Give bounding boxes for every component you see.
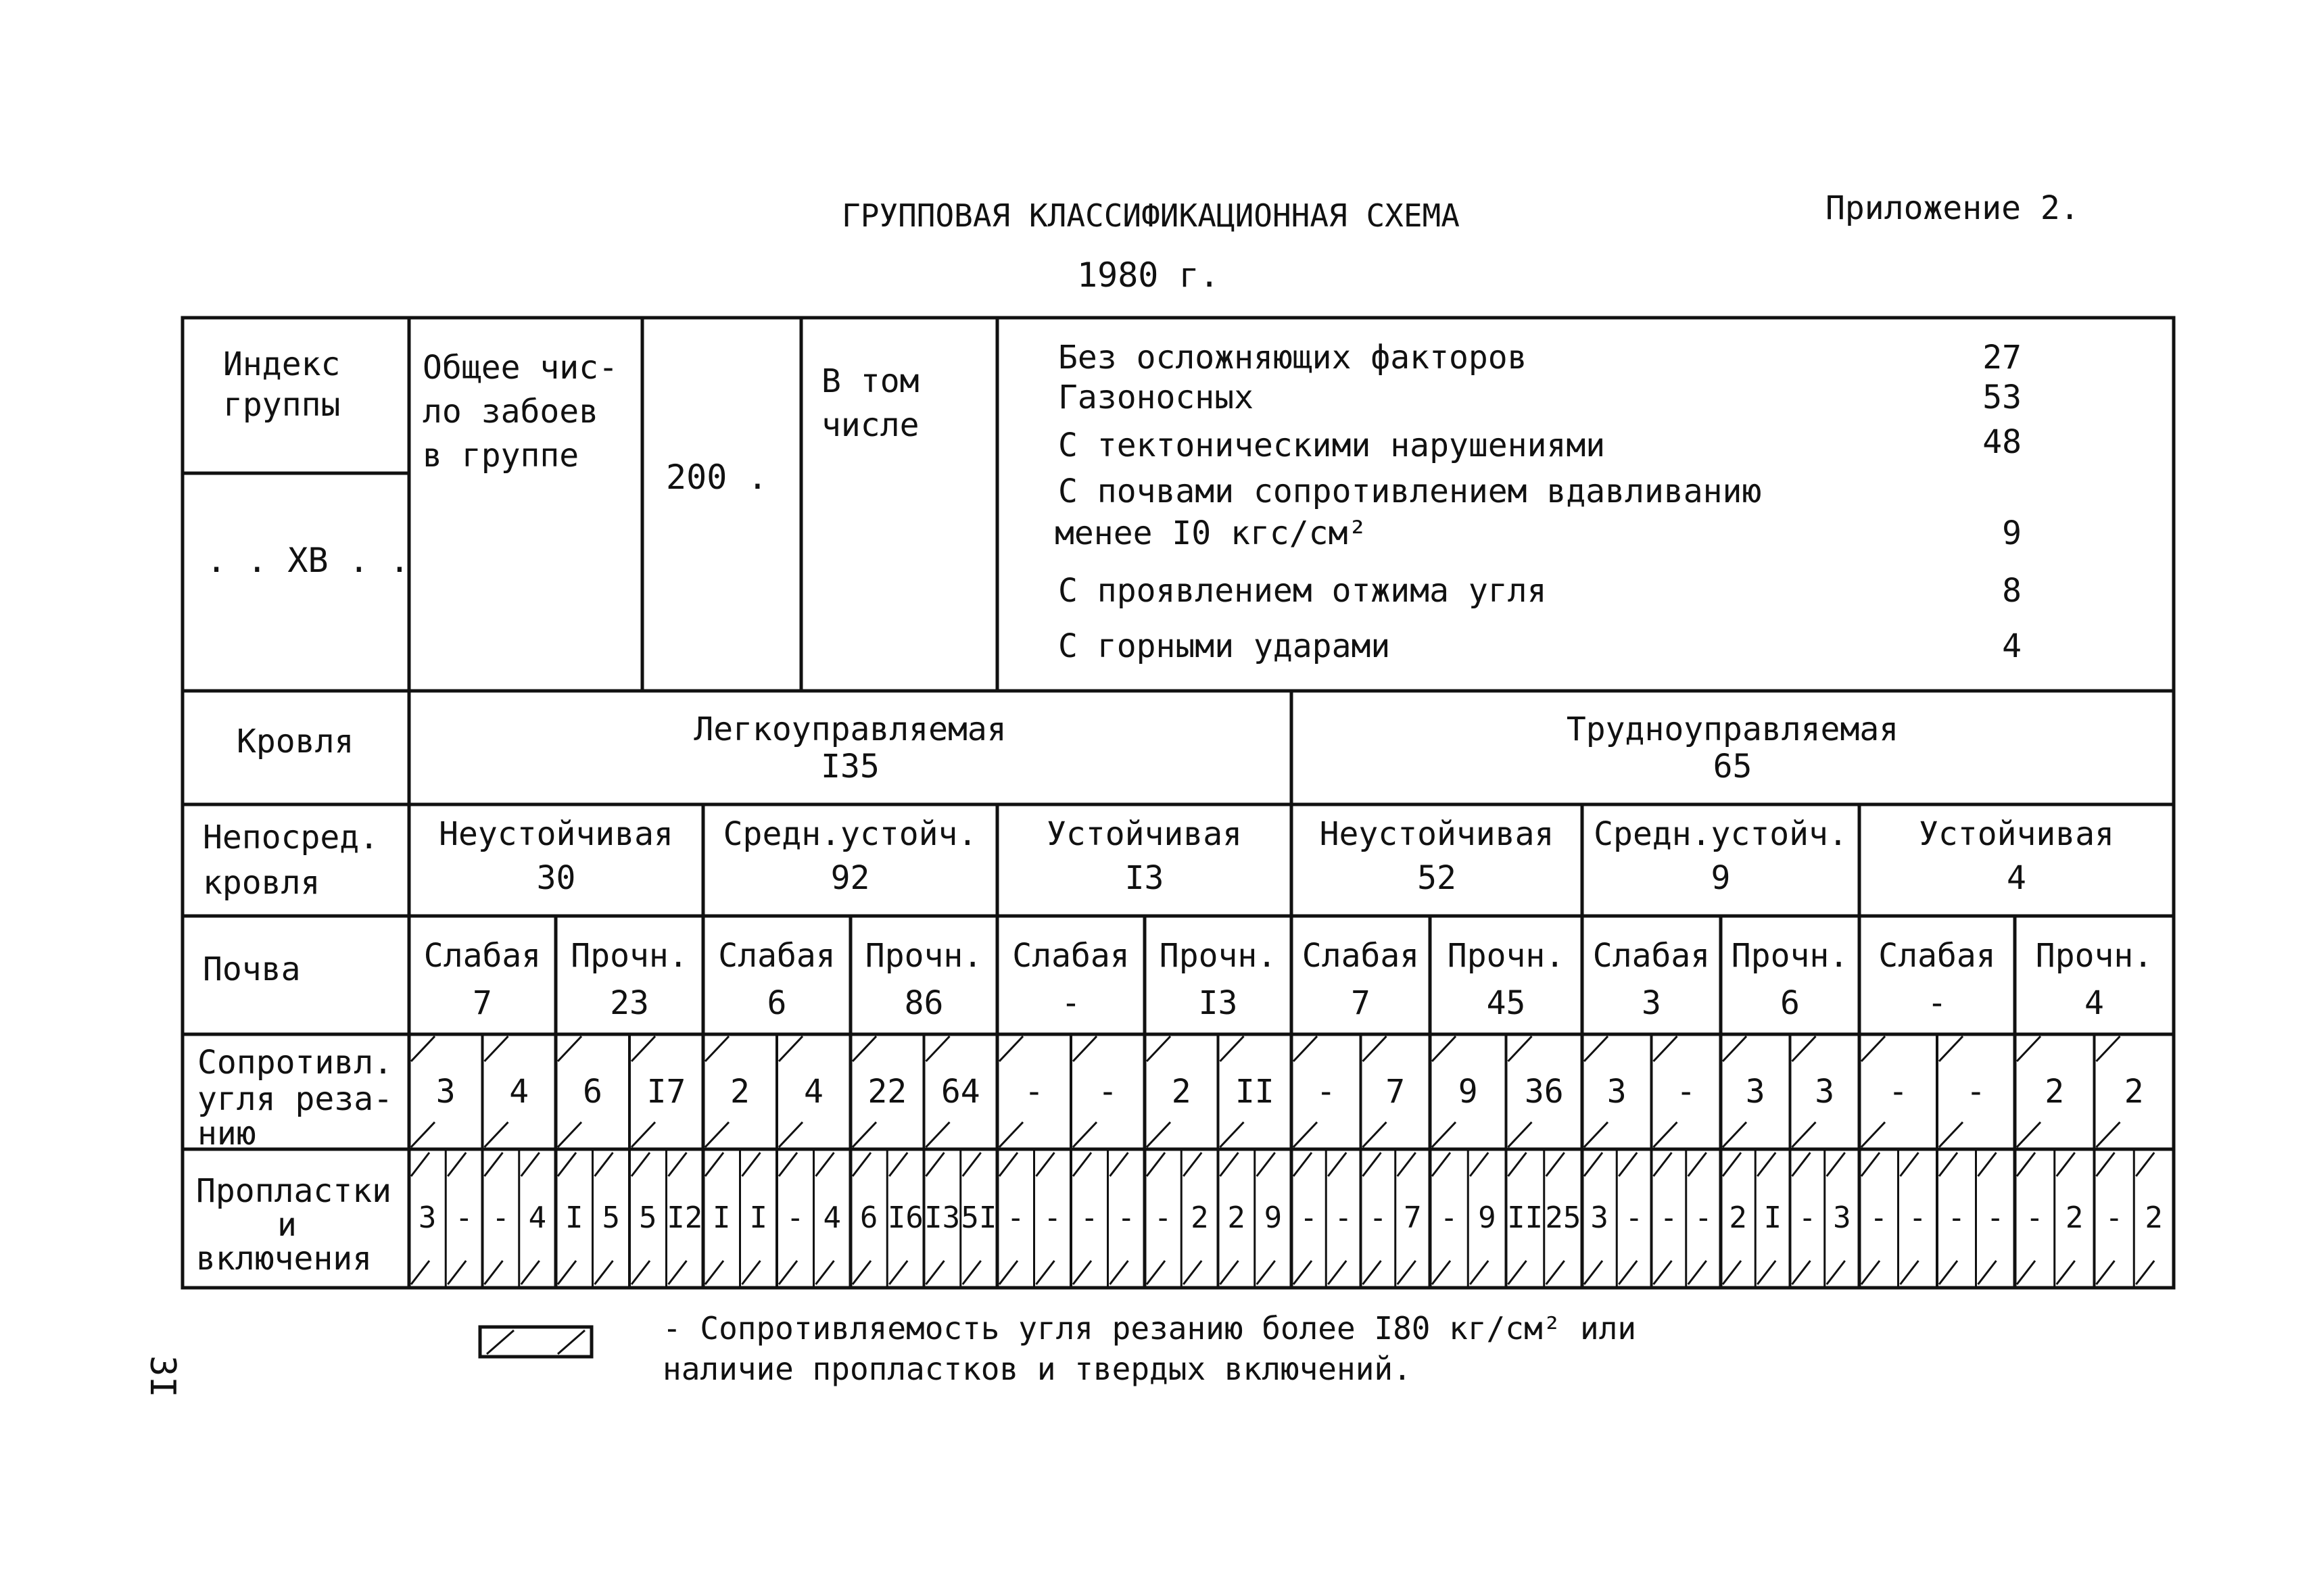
soil-name: Слабая xyxy=(423,937,542,975)
row-label-resistance-2: угля реза- xyxy=(197,1080,393,1118)
layer-value: - xyxy=(1334,1201,1353,1235)
soil-name: Слабая xyxy=(1012,937,1130,975)
resistance-value: 3 xyxy=(1606,1073,1627,1111)
soil-name: Слабая xyxy=(1302,937,1420,975)
total-label-1: Общее чис- xyxy=(423,349,618,387)
imm-roof-name: Устойчивая xyxy=(1919,815,2114,853)
row-label-roof: Кровля xyxy=(237,723,354,760)
layer-value: - xyxy=(1869,1201,1888,1235)
layer-value: - xyxy=(1368,1201,1387,1235)
layer-value: 6 xyxy=(859,1201,878,1235)
layer-value: - xyxy=(1007,1201,1025,1235)
soil-value: 3 xyxy=(1642,984,1661,1022)
resistance-value: 3 xyxy=(1745,1073,1765,1111)
factor-value: 8 xyxy=(2002,572,2022,610)
resistance-value: - xyxy=(1316,1073,1336,1111)
row-label-soil: Почва xyxy=(203,950,301,988)
layer-value: - xyxy=(1299,1201,1318,1235)
factor-value: 27 xyxy=(1982,339,2022,377)
group-index-value: . . ХВ . . xyxy=(206,541,410,580)
layer-value: 3 xyxy=(1590,1201,1608,1235)
soil-name: Слабая xyxy=(718,937,836,975)
imm-roof-name: Неустойчивая xyxy=(1319,815,1554,853)
soil-name: Прочн. xyxy=(865,937,983,975)
soil-value: 6 xyxy=(1780,984,1800,1022)
page-number: 3I xyxy=(142,1355,183,1398)
legend-line-2: наличие пропластков и твердых включений. xyxy=(663,1351,1412,1387)
soil-value: 4 xyxy=(2084,984,2104,1022)
resistance-value: 36 xyxy=(1524,1073,1564,1111)
scheme-year: 1980 г. xyxy=(1077,256,1220,295)
resistance-value: 2 xyxy=(1171,1073,1191,1111)
factor-value: 4 xyxy=(2002,627,2022,665)
layer-value: II xyxy=(1507,1201,1544,1235)
factor-label: менее I0 кгс/см² xyxy=(1055,514,1368,552)
row-label-layers-1: Пропластки xyxy=(196,1172,391,1210)
factor-value: 9 xyxy=(2002,514,2022,552)
factor-value: 53 xyxy=(1982,379,2022,416)
imm-roof-name: Средн.устойч. xyxy=(723,815,978,853)
scheme-title: ГРУППОВАЯ КЛАССИФИКАЦИОННАЯ СХЕМА xyxy=(842,197,1460,234)
row-label-layers-2: и xyxy=(277,1206,297,1244)
imm-roof-value: 52 xyxy=(1417,859,1456,897)
imm-roof-name: Неустойчивая xyxy=(439,815,673,853)
layer-value: 2 xyxy=(1191,1201,1209,1235)
soil-value: - xyxy=(1927,984,1947,1022)
soil-name: Слабая xyxy=(1878,937,1996,975)
layer-value: 2 xyxy=(1729,1201,1747,1235)
soil-value: 86 xyxy=(904,984,944,1022)
row-label-resistance-3: нию xyxy=(197,1115,256,1153)
total-faces-value: 200 . xyxy=(666,458,768,497)
soil-name: Слабая xyxy=(1592,937,1711,975)
resistance-value: 7 xyxy=(1385,1073,1406,1111)
imm-roof-value: 92 xyxy=(830,859,870,897)
soil-name: Прочн. xyxy=(2035,937,2153,975)
resistance-value: 22 xyxy=(867,1073,907,1111)
factor-value: 48 xyxy=(1982,423,2022,461)
layer-value: - xyxy=(1947,1201,1965,1235)
factor-label: С тектоническими нарушениями xyxy=(1058,427,1606,464)
soil-value: I3 xyxy=(1198,984,1238,1022)
layer-value: - xyxy=(1043,1201,1061,1235)
row-label-imm-roof-2: кровля xyxy=(203,864,320,902)
layer-value: - xyxy=(1625,1201,1644,1235)
soil-name: Прочн. xyxy=(1159,937,1277,975)
soil-value: 23 xyxy=(610,984,649,1022)
total-label-3: в группе xyxy=(423,437,579,475)
imm-roof-value: 4 xyxy=(2007,859,2026,897)
layer-value: 2 xyxy=(2145,1201,2163,1235)
soil-value: 6 xyxy=(767,984,787,1022)
resistance-value: - xyxy=(1676,1073,1696,1111)
legend-swatch xyxy=(480,1327,592,1357)
index-label-2: группы xyxy=(223,386,341,424)
soil-name: Прочн. xyxy=(571,937,688,975)
row-label-resistance-1: Сопротивл. xyxy=(197,1044,393,1082)
layer-value: I xyxy=(1763,1201,1782,1235)
layer-value: - xyxy=(2026,1201,2044,1235)
layer-value: 5 xyxy=(602,1201,620,1235)
layer-value: - xyxy=(2105,1201,2124,1235)
layer-value: I xyxy=(749,1201,767,1235)
layer-value: - xyxy=(1439,1201,1458,1235)
roof-group-name: Легкоуправляемая xyxy=(694,710,1007,748)
layer-value: I xyxy=(713,1201,731,1235)
layer-value: - xyxy=(1659,1201,1678,1235)
roof-group-name: Трудноуправляемая xyxy=(1566,710,1899,748)
layer-value: - xyxy=(1080,1201,1099,1235)
layer-value: 4 xyxy=(528,1201,547,1235)
soil-value: 45 xyxy=(1486,984,1526,1022)
layer-value: 5 xyxy=(639,1201,657,1235)
resistance-value: 6 xyxy=(583,1073,602,1111)
resistance-value: 9 xyxy=(1458,1073,1478,1111)
factor-label: Без осложняющих факторов xyxy=(1058,339,1527,377)
imm-roof-name: Средн.устойч. xyxy=(1594,815,1848,853)
row-label-layers-3: включения xyxy=(196,1240,373,1278)
layer-value: - xyxy=(1153,1201,1172,1235)
including-label-1: В том xyxy=(821,362,920,400)
index-label-1: Индекс xyxy=(223,345,341,383)
resistance-value: I7 xyxy=(646,1073,686,1111)
layer-value: I3 xyxy=(924,1201,961,1235)
roof-group-value: 65 xyxy=(1713,748,1752,785)
factor-label: С горными ударами xyxy=(1058,627,1391,665)
factor-label: Газоносных xyxy=(1058,379,1254,416)
layer-value: 2 xyxy=(1227,1201,1245,1235)
layer-value: 25 xyxy=(1545,1201,1581,1235)
layer-value: - xyxy=(786,1201,805,1235)
row-label-imm-roof-1: Непосред. xyxy=(203,819,379,856)
layer-value: 4 xyxy=(823,1201,841,1235)
resistance-value: - xyxy=(1024,1073,1044,1111)
imm-roof-value: 9 xyxy=(1711,859,1731,897)
total-label-2: ло забоев xyxy=(423,393,599,431)
layer-value: 2 xyxy=(2065,1201,2084,1235)
layer-value: 9 xyxy=(1264,1201,1283,1235)
resistance-value: 2 xyxy=(2045,1073,2065,1111)
legend-text xyxy=(663,1308,1636,1389)
resistance-value: - xyxy=(1098,1073,1118,1111)
resistance-value: - xyxy=(1966,1073,1986,1111)
resistance-value: 2 xyxy=(730,1073,750,1111)
layer-value: 5I xyxy=(961,1201,997,1235)
layer-value: I2 xyxy=(667,1201,703,1235)
factor-label: С проявлением отжима угля xyxy=(1058,572,1547,610)
appendix-label: Приложение 2. xyxy=(1825,189,2080,227)
legend-line-1: - Сопротивляемость угля резанию более I80 кг/см² или xyxy=(663,1310,1637,1347)
layer-value: I6 xyxy=(887,1201,924,1235)
resistance-value: 64 xyxy=(940,1073,980,1111)
resistance-value: II xyxy=(1235,1073,1274,1111)
soil-value: 7 xyxy=(473,984,492,1022)
resistance-value: 4 xyxy=(804,1073,824,1111)
including-label-2: числе xyxy=(821,406,920,444)
soil-name: Прочн. xyxy=(1731,937,1849,975)
layer-value: - xyxy=(1694,1201,1713,1235)
layer-value: - xyxy=(455,1201,473,1235)
resistance-value: 3 xyxy=(1815,1073,1835,1111)
layer-value: 3 xyxy=(1833,1201,1851,1235)
imm-roof-name: Устойчивая xyxy=(1047,815,1242,853)
soil-name: Прочн. xyxy=(1447,937,1565,975)
soil-value: - xyxy=(1061,984,1081,1022)
resistance-value: - xyxy=(1888,1073,1908,1111)
layer-value: 9 xyxy=(1478,1201,1496,1235)
layer-value: I xyxy=(565,1201,583,1235)
factor-label: С почвами сопротивлением вдавливанию xyxy=(1058,473,1762,510)
layer-value: - xyxy=(1986,1201,2005,1235)
layer-value: 7 xyxy=(1404,1201,1422,1235)
resistance-value: 3 xyxy=(435,1073,456,1111)
resistance-value: 2 xyxy=(2124,1073,2144,1111)
resistance-value: 4 xyxy=(509,1073,529,1111)
layer-value: - xyxy=(1117,1201,1135,1235)
imm-roof-value: 30 xyxy=(536,859,576,897)
soil-value: 7 xyxy=(1351,984,1370,1022)
layer-value: - xyxy=(1798,1201,1817,1235)
layer-value: - xyxy=(492,1201,510,1235)
roof-group-value: I35 xyxy=(821,748,880,785)
layer-value: - xyxy=(1909,1201,1927,1235)
imm-roof-value: I3 xyxy=(1124,859,1164,897)
layer-value: 3 xyxy=(418,1201,437,1235)
